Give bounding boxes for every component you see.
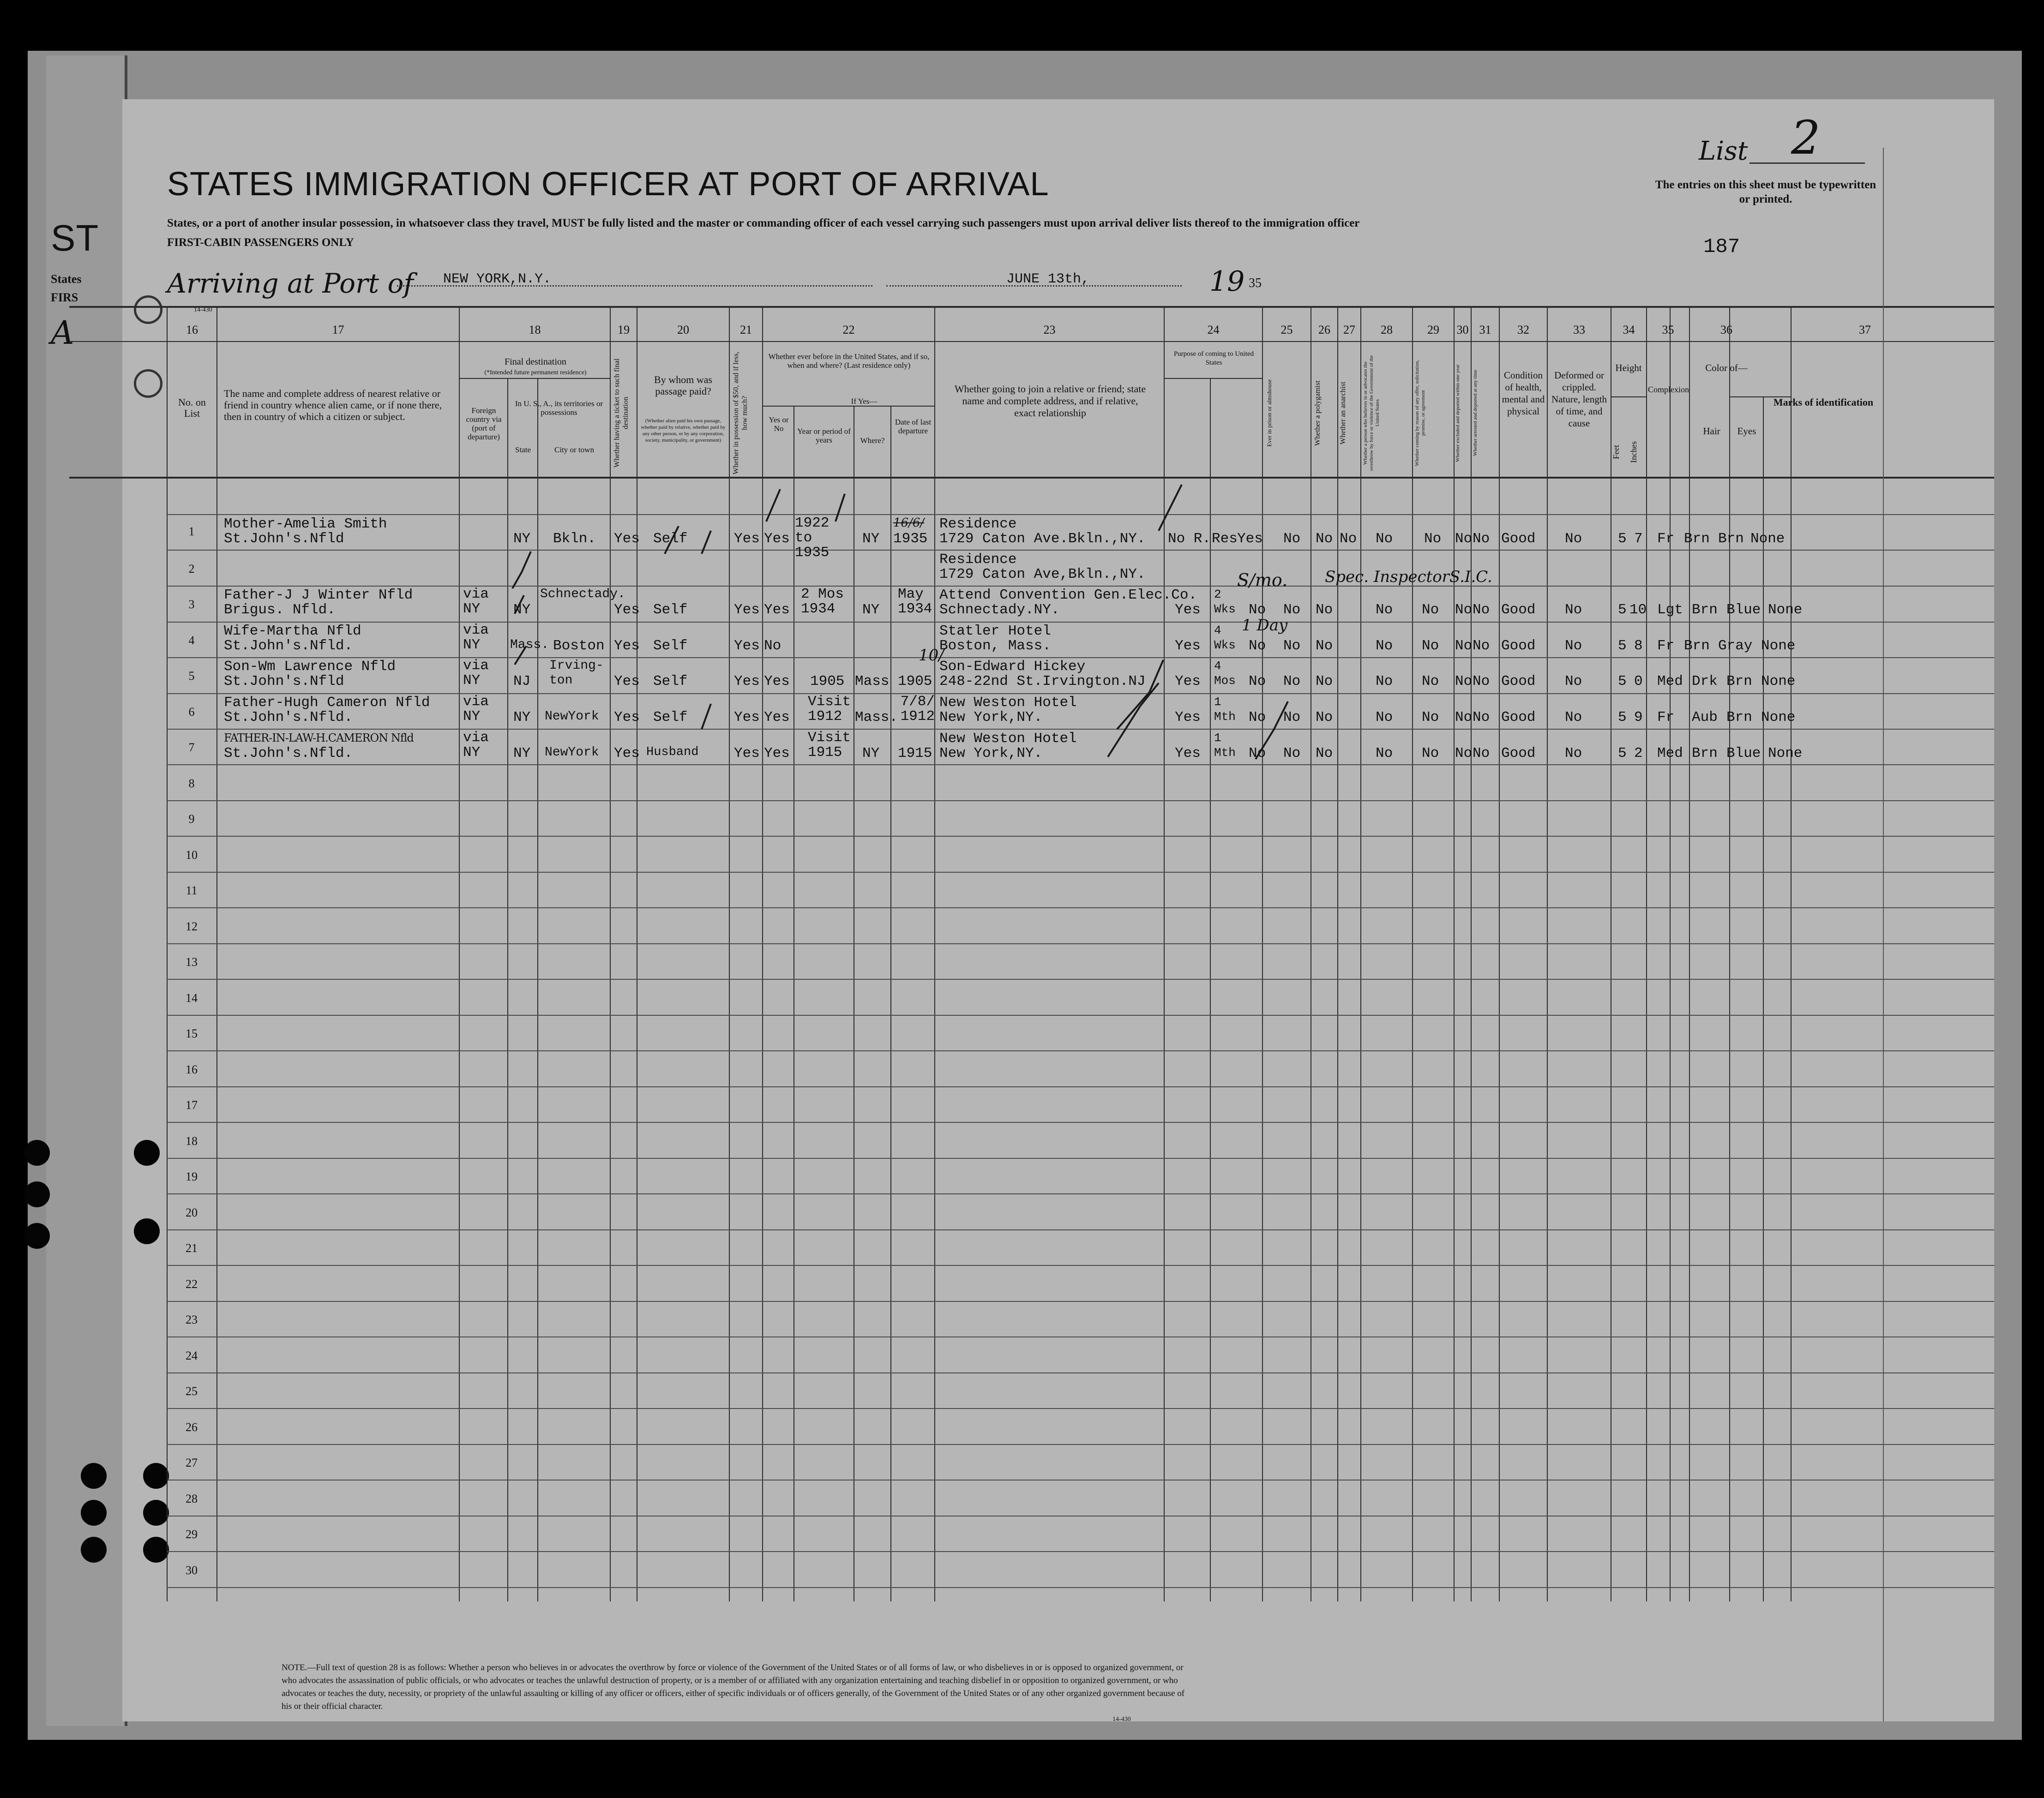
col-header-offer: Whether coming by reason of any offer, solicitation, promise, or agreement (1414, 360, 1426, 466)
row-number: 28 (186, 1492, 198, 1505)
departure: May 1934 (898, 586, 932, 617)
col-header-health: Condition of health, mental and physical (1502, 370, 1545, 417)
where: NY (862, 602, 880, 618)
col25: No (1249, 745, 1266, 761)
header-instruction: States, or a port of another insular possession, in whatsoever class they travel, MUST be fully listed and the master or commanding officer of each vessel carrying such passengers must upon arrival deliver lists thereof to the immigration officer (167, 217, 1360, 229)
where: NY (862, 531, 880, 547)
deformed: No (1565, 709, 1582, 725)
complexion: Fr (1657, 709, 1675, 725)
marks: None (1761, 638, 1796, 654)
list-number: 2 (1791, 111, 1821, 165)
column-number: 24 (1207, 323, 1220, 336)
relative-line1: Father-Hugh Cameron Nfld (224, 695, 430, 711)
dest-state: NY (513, 745, 531, 761)
joining-line2: Schnectady.NY. (939, 602, 1060, 618)
row-number: 17 (186, 1098, 198, 1112)
column-number: 29 (1427, 323, 1439, 336)
before-in-us: Yes (764, 531, 790, 547)
dest-city: NewYork (545, 709, 599, 724)
purpose: Yes (1175, 638, 1201, 654)
health: Good (1501, 673, 1536, 689)
deformed: No (1565, 673, 1582, 689)
class-line: FIRST-CABIN PASSENGERS ONLY (167, 236, 354, 249)
col28: No (1376, 638, 1393, 654)
purpose: Yes (1175, 602, 1201, 618)
row-number: 5 (188, 669, 195, 683)
col29: No (1422, 602, 1439, 618)
col-header-excluded: Whether excluded and deported within one year (1455, 364, 1461, 462)
deformed: No (1565, 531, 1582, 547)
col-header-polygamist: Whether a polygamist (1314, 380, 1322, 446)
col-header-hair: Hair (1703, 426, 1720, 437)
col-header-no-on-list: No. on List (178, 396, 206, 419)
col-header-passage-paid-note: (Whether alien paid his own passage, whether paid by relative, whether paid by any other person, or by any corporation, society, municipality, or government) (641, 418, 726, 443)
form-code-top: 14-430 (194, 306, 212, 313)
purpose: Yes (1175, 673, 1201, 689)
dest-city: NewYork (545, 745, 599, 760)
relative-line2: Brigus. Nfld. (224, 602, 336, 618)
eyes: Blue (1726, 745, 1761, 761)
col28: No (1376, 745, 1393, 761)
column-number: 35 (1662, 323, 1674, 336)
height-feet: 5 (1618, 531, 1627, 547)
column-number: 19 (618, 323, 630, 336)
col30: No (1455, 745, 1473, 761)
column-number: 16 (186, 323, 198, 336)
joining-line1: Residence (939, 516, 1017, 532)
ticket: Yes (614, 602, 640, 618)
hair: Aub (1692, 709, 1718, 725)
left-page-fragment-2: States (51, 272, 82, 286)
relative-line1: FATHER-IN-LAW-H.CAMERON Nfld (224, 731, 414, 744)
dest-state: NJ (513, 673, 531, 689)
money: Yes (734, 602, 760, 618)
row-number: 4 (188, 634, 195, 647)
hair: Brn (1692, 602, 1718, 618)
hand-annotation: 1 Day (1242, 616, 1288, 635)
hand-annotation: 10/ (919, 646, 944, 665)
marks: None (1750, 531, 1785, 547)
col31: No (1473, 745, 1490, 761)
height-inches: 8 (1634, 638, 1643, 654)
money: Yes (734, 638, 760, 654)
page-title: STATES IMMIGRATION OFFICER AT PORT OF ARRIVAL (167, 166, 1049, 203)
row-number: 1 (188, 525, 195, 538)
arrival-port: NEW YORK,N.Y. (443, 271, 552, 287)
joining-line1: New Weston Hotel (939, 695, 1077, 711)
relative-line2: St.John's.Nfld (224, 673, 344, 689)
height-inches: 0 (1634, 673, 1643, 689)
before-in-us: No (764, 638, 782, 654)
col-header-overthrow: Whether a person who believes in or advocates the overthrow by force or violence of the Government of the United States (1363, 355, 1380, 471)
footnote: NOTE.—Full text of question 28 is as follows: Whether a person who believes in or advocates the overthrow by force or violence of the Government of the United States or of all forms of law, or who disbelieves in or is opposed to organized government, or who advocates the assassination of public officials, or who advocates or teaches the unlawful destruction of property, or is a member of or affiliated with any organization entertaining and teaching disbelief in or opposition to organized government, or who advocates or teaches the duty, necessity, or propriety of the unlawful assaulting or killing of any officer or officers, either of specific individuals or of officers generally, of the Government of the United States or of any other organized government because of his or their official character. (282, 1663, 1185, 1711)
col-header-money: Whether in possession of $50, and if less, how much? (732, 351, 749, 475)
relative-line1: Father-J J Winter Nfld (224, 587, 413, 603)
row-number: 11 (186, 884, 198, 897)
col31: No (1473, 638, 1490, 654)
col30: No (1455, 602, 1473, 618)
length-of-stay: Res (1212, 531, 1238, 547)
marks: None (1761, 709, 1796, 725)
health: Good (1501, 638, 1536, 654)
years: Visit 1915 (808, 730, 851, 761)
relative-line2: St.John's.Nfld (224, 531, 344, 547)
col-header-final-destination-note: (*Intended future permanent residence) (484, 369, 587, 376)
years: Visit 1912 (808, 694, 851, 725)
height-inches: 2 (1634, 745, 1643, 761)
col-header-last-departure: Date of last departure (895, 418, 932, 435)
column-number: 17 (332, 323, 344, 336)
paid-by: Self (653, 531, 688, 547)
col-header-inches: Inches (1629, 441, 1638, 463)
paid-by: Self (653, 673, 688, 689)
column-number: 21 (740, 323, 752, 336)
column-number: 32 (1517, 323, 1529, 336)
height-feet: 5 (1618, 745, 1627, 761)
col25: Yes (1237, 531, 1263, 547)
eyes: Brn (1726, 673, 1752, 689)
complexion: Fr (1657, 638, 1675, 654)
col-header-us-territories: In U. S., A., its territories or possessions (515, 399, 603, 417)
height-inches: 9 (1634, 709, 1643, 725)
dest-state: Mass. (510, 638, 549, 652)
health: Good (1501, 602, 1536, 618)
col30: No (1424, 531, 1442, 547)
departure: 1935 (893, 531, 928, 547)
relative-line2: St.John's.Nfld. (224, 638, 353, 654)
row-number: 15 (186, 1027, 198, 1040)
row-number: 29 (186, 1528, 198, 1541)
health: Good (1501, 709, 1536, 725)
relative-line1: Wife-Martha Nfld (224, 623, 361, 639)
column-number: 27 (1343, 323, 1355, 336)
before-in-us: Yes (764, 673, 790, 689)
col31: No (1473, 709, 1490, 725)
col26: No (1283, 602, 1301, 618)
dest-city: Schnectady. (540, 587, 625, 601)
col26: No (1283, 531, 1301, 547)
column-number: 30 (1456, 323, 1469, 336)
height-inches: 7 (1634, 531, 1643, 547)
row-number: 27 (186, 1456, 198, 1469)
col-header-ticket: Whether having a ticket to such final destination (613, 358, 630, 468)
col-header-if-yes: If Yes— (851, 397, 878, 406)
relative-line2: St.John's.Nfld. (224, 709, 353, 725)
money: Yes (734, 709, 760, 725)
column-number: 23 (1043, 323, 1056, 336)
ticket: Yes (614, 673, 640, 689)
health: Good (1501, 531, 1536, 547)
col26: No (1283, 638, 1301, 654)
column-number: 22 (842, 323, 855, 336)
hair: Brn (1684, 531, 1710, 547)
col-header-city: City or town (554, 445, 594, 454)
joining-line2: New York,NY. (939, 745, 1043, 761)
ticket: Yes (614, 638, 640, 654)
joining-line2: Boston, Mass. (939, 638, 1051, 654)
height-inches: 10 (1629, 602, 1647, 618)
money: Yes (734, 531, 760, 547)
row-number: 13 (186, 955, 198, 969)
hair: Brn (1684, 638, 1710, 654)
height-feet: 5 (1618, 638, 1627, 654)
hand-annotation: S.I.C. (1449, 568, 1492, 586)
deformed: No (1565, 638, 1582, 654)
relative-line1: Son-Wm Lawrence Nfld (224, 659, 396, 675)
before-in-us: Yes (764, 709, 790, 725)
column-number: 20 (677, 323, 689, 336)
row-number: 26 (186, 1420, 198, 1434)
dest-state: NY (513, 709, 531, 725)
dest-city: Bkln. (553, 531, 596, 547)
col-header-foreign-country: Foreign country via (port of departure) (466, 406, 502, 441)
left-page-fragment-3: FIRS (51, 291, 78, 304)
dest-city: Boston (553, 638, 605, 654)
col26: No (1283, 745, 1301, 761)
row-number: 20 (186, 1206, 198, 1219)
purpose: Yes (1175, 745, 1201, 761)
eyes: Brn (1718, 531, 1744, 547)
arrival-date: JUNE 13th, (1006, 271, 1090, 287)
row-number: 25 (186, 1384, 198, 1398)
col27: No (1316, 745, 1333, 761)
joining-line1: Residence (939, 551, 1017, 568)
col25: No (1249, 638, 1266, 654)
ticket: Yes (614, 531, 640, 547)
years: 1905 (810, 673, 845, 689)
col-header-eyes: Eyes (1737, 426, 1756, 437)
col26: No (1283, 673, 1301, 689)
row-number: 2 (188, 562, 195, 575)
col-header-state: State (515, 445, 531, 454)
eyes: Blue (1726, 602, 1761, 618)
year-prefix: 19 (1209, 265, 1245, 298)
col28: No (1376, 602, 1393, 618)
entries-note: The entries on this sheet must be typewritten or printed. (1655, 179, 1876, 205)
departure: 1915 (898, 745, 932, 761)
marks: None (1768, 602, 1803, 618)
hair: Brn (1692, 745, 1718, 761)
length-of-stay: 4 Wks (1214, 623, 1236, 652)
joining-line2: 1729 Caton Ave.Bkln.,NY. (939, 531, 1146, 547)
eyes: Gray (1718, 638, 1753, 654)
col31: No (1473, 673, 1490, 689)
col-header-passage-paid: By whom was passage paid? (654, 374, 712, 397)
left-page-fragment-4: A (51, 314, 74, 352)
hand-annotation: Spec. Inspector (1325, 568, 1449, 586)
row-number: 18 (186, 1134, 198, 1148)
col27: No (1316, 673, 1333, 689)
col31: No (1455, 531, 1473, 547)
col31b: No (1473, 531, 1490, 547)
before-in-us: Yes (764, 602, 790, 618)
column-number: 34 (1623, 323, 1635, 336)
col28: No (1376, 709, 1393, 725)
via-port: via NY (463, 622, 489, 653)
joining-line1: New Weston Hotel (939, 731, 1077, 747)
left-page-fragment-1: ST (51, 217, 99, 258)
col-header-anarchist: Whether an anarchist (1339, 382, 1347, 444)
years: 1922 to 1935 (795, 515, 830, 561)
relative-line1: Mother-Amelia Smith (224, 516, 387, 532)
joining-line1: Statler Hotel (939, 623, 1051, 639)
complexion: Lgt (1657, 602, 1683, 618)
col31: No (1473, 602, 1490, 618)
col28: No (1340, 531, 1357, 547)
col-header-final-destination: Final destination (505, 357, 566, 367)
row-number: 30 (186, 1564, 198, 1577)
col-header-previous-visit: Whether ever before in the United States, and if so, when and where? (Last residence only) (768, 352, 930, 370)
row-number: 3 (188, 598, 195, 611)
col-header-years: Year or period of years (797, 427, 851, 444)
col-header-where: Where? (860, 436, 885, 445)
joining-line2: New York,NY. (939, 709, 1043, 725)
column-number: 26 (1318, 323, 1330, 336)
sheet-number: 187 (1703, 235, 1740, 258)
col29: No (1376, 531, 1393, 547)
col30: No (1455, 673, 1473, 689)
deformed: No (1565, 745, 1582, 761)
ticket: Yes (614, 745, 640, 761)
column-number: 37 (1859, 323, 1871, 336)
col-header-complexion: Complexion (1648, 385, 1689, 394)
col27: No (1316, 709, 1333, 725)
before-in-us: Yes (764, 745, 790, 761)
col26: No (1283, 709, 1301, 725)
column-number: 18 (529, 323, 541, 336)
row-number: 19 (186, 1170, 198, 1183)
col-header-height: Height (1615, 362, 1642, 373)
col29: No (1422, 673, 1439, 689)
column-number: 25 (1281, 323, 1293, 336)
marks: None (1761, 673, 1796, 689)
col30: No (1455, 638, 1473, 654)
joining-line1: Son-Edward Hickey (939, 659, 1086, 675)
column-number: 33 (1573, 323, 1585, 336)
purpose: Yes (1175, 709, 1201, 725)
col-header-deformed: Deformed or crippled. Nature, length of time, and cause (1551, 370, 1607, 429)
joining-line2: 1729 Caton Ave,Bkln.,NY. (939, 566, 1146, 582)
paid-by: Self (653, 602, 688, 618)
year-suffix: 35 (1249, 276, 1262, 290)
column-number: 28 (1381, 323, 1393, 336)
list-label: List (1699, 136, 1748, 166)
length-of-stay: 1 Mth (1214, 731, 1236, 760)
deformed: No (1565, 602, 1582, 618)
col-header-relative-address: The name and complete address of nearest relative or friend in country whence alien came, or if none there, then in country of which a citizen or subject. (224, 388, 442, 422)
arriving-label: Arriving at Port of (167, 268, 414, 299)
purpose: No R. (1168, 531, 1211, 547)
hair: Drk (1692, 673, 1718, 689)
row-number: 16 (186, 1063, 198, 1076)
row-number: 10 (186, 848, 198, 862)
col27: No (1316, 531, 1333, 547)
health: Good (1501, 745, 1536, 761)
row-number: 14 (186, 991, 198, 1005)
col29: No (1422, 745, 1439, 761)
row-number: 12 (186, 920, 198, 933)
via-port: via NY (463, 694, 489, 725)
via-port: via NY (463, 658, 489, 689)
row-number: 8 (188, 777, 195, 790)
years: 2 Mos 1934 (801, 586, 844, 617)
height-feet: 5 (1618, 602, 1627, 618)
length-of-stay: 1 Mth (1214, 695, 1236, 724)
length-of-stay: 4 Mos (1214, 659, 1236, 688)
dest-state: NY (513, 602, 531, 618)
col27: No (1316, 602, 1333, 618)
ticket: Yes (614, 709, 640, 725)
money: Yes (734, 745, 760, 761)
row-number: 9 (188, 812, 195, 826)
complexion: Med (1657, 673, 1683, 689)
length-of-stay: 2 Wks (1214, 587, 1236, 616)
col25: No (1249, 602, 1266, 618)
via-port: via NY (463, 586, 489, 617)
joining-line1: Attend Convention Gen.Elec.Co. (939, 587, 1197, 603)
hand-annotation: 16/6/ (893, 516, 925, 530)
form-code-bottom: 14-430 (1112, 1716, 1131, 1723)
column-number: 31 (1479, 323, 1491, 336)
complexion: Med (1657, 745, 1683, 761)
money: Yes (734, 673, 760, 689)
height-feet: 5 (1618, 673, 1627, 689)
paid-by: Self (653, 709, 688, 725)
row-number: 6 (188, 705, 195, 719)
where: Mass. (855, 709, 898, 725)
col29: No (1422, 638, 1439, 654)
where: NY (862, 745, 880, 761)
row-number: 21 (186, 1241, 198, 1255)
dest-state: NY (513, 531, 531, 547)
col30: No (1455, 709, 1473, 725)
col-header-prison: Ever in prison or almshouse (1266, 379, 1273, 447)
col-header-purpose: Purpose of coming to United States (1173, 350, 1254, 366)
col27: No (1316, 638, 1333, 654)
col25: No (1249, 673, 1266, 689)
via-port: via NY (463, 730, 489, 761)
row-number: 23 (186, 1313, 198, 1326)
eyes: Brn (1726, 709, 1752, 725)
col25: No (1249, 709, 1266, 725)
col-header-arrested: Whether arrested and deported at any time (1473, 370, 1478, 456)
departure: 7/8/ 1912 (900, 694, 935, 725)
col28: No (1376, 673, 1393, 689)
hand-annotation: S/mo. (1237, 570, 1288, 590)
where: Mass (855, 673, 890, 689)
col-header-color: Color of— (1705, 362, 1748, 373)
col-header-feet: Feet (1611, 445, 1621, 460)
row-number: 24 (186, 1349, 198, 1362)
height-feet: 5 (1618, 709, 1627, 725)
departure: 1905 (898, 673, 932, 689)
marks: None (1768, 745, 1803, 761)
paid-by: Self (653, 638, 688, 654)
column-number: 36 (1720, 323, 1732, 336)
relative-line2: St.John's.Nfld. (224, 745, 353, 761)
col29: No (1422, 709, 1439, 725)
col-header-marks: Marks of identification (1773, 396, 1874, 408)
row-number: 7 (188, 741, 195, 754)
col-header-yes-no: Yes or No (769, 415, 789, 433)
col-header-joining: Whether going to join a relative or friend; state name and complete address, and if relative, exact relationship (954, 383, 1146, 419)
paid-by: Husband (646, 745, 699, 759)
dest-city: Irving-ton (549, 659, 604, 688)
row-number: 22 (186, 1277, 198, 1291)
joining-line2: 248-22nd St.Irvington.NJ (939, 673, 1146, 689)
complexion: Fr (1657, 531, 1675, 547)
